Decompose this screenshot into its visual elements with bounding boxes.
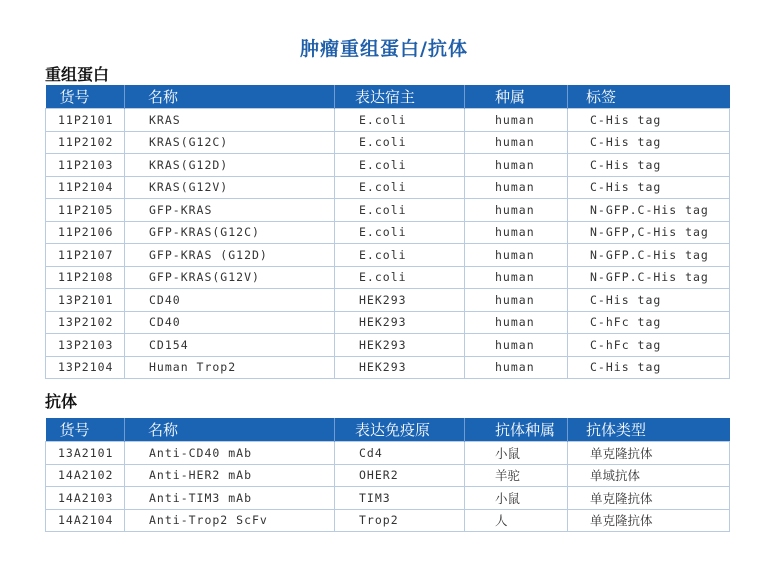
- table-cell: human: [465, 176, 568, 199]
- table-row: [46, 266, 730, 289]
- table-cell: E.coli: [335, 199, 465, 222]
- table-cell: GFP-KRAS (G12D): [125, 244, 335, 267]
- table-cell: CD154: [125, 334, 335, 357]
- table-row: [46, 487, 730, 510]
- table-cell: human: [465, 221, 568, 244]
- table-row: [46, 131, 730, 154]
- table-cell: C-His tag: [568, 356, 730, 379]
- table-cell: human: [465, 266, 568, 289]
- table-cell: Trop2: [335, 509, 465, 532]
- col-header: 名称: [125, 418, 335, 442]
- table-cell: 13P2104: [46, 356, 125, 379]
- table-cell: human: [465, 154, 568, 177]
- table-row: [46, 109, 730, 132]
- table-cell: 单克隆抗体: [568, 442, 730, 465]
- table-row: [46, 442, 730, 465]
- table-cell: human: [465, 199, 568, 222]
- table-cell: C-His tag: [568, 109, 730, 132]
- table-cell: HEK293: [335, 311, 465, 334]
- table-cell: 13P2103: [46, 334, 125, 357]
- table-cell: OHER2: [335, 464, 465, 487]
- table-cell: E.coli: [335, 109, 465, 132]
- table-cell: 14A2104: [46, 509, 125, 532]
- table-row: [46, 311, 730, 334]
- table-cell: 11P2106: [46, 221, 125, 244]
- table-cell: 11P2104: [46, 176, 125, 199]
- table-cell: 14A2103: [46, 487, 125, 510]
- antibody-table-header: [46, 418, 730, 442]
- table-cell: C-His tag: [568, 131, 730, 154]
- table-cell: HEK293: [335, 334, 465, 357]
- table-row: [46, 334, 730, 357]
- table-cell: TIM3: [335, 487, 465, 510]
- table-cell: 11P2108: [46, 266, 125, 289]
- table-cell: KRAS(G12V): [125, 176, 335, 199]
- table-cell: GFP-KRAS: [125, 199, 335, 222]
- table-row: [46, 356, 730, 379]
- table-cell: E.coli: [335, 154, 465, 177]
- table-cell: human: [465, 311, 568, 334]
- table-cell: E.coli: [335, 176, 465, 199]
- table-cell: 小鼠: [465, 487, 568, 510]
- table-cell: Human Trop2: [125, 356, 335, 379]
- table-cell: 小鼠: [465, 442, 568, 465]
- table-cell: KRAS(G12D): [125, 154, 335, 177]
- table-cell: C-His tag: [568, 154, 730, 177]
- table-cell: HEK293: [335, 356, 465, 379]
- table-cell: C-His tag: [568, 289, 730, 312]
- table-cell: 11P2105: [46, 199, 125, 222]
- table-cell: C-His tag: [568, 176, 730, 199]
- table-cell: C-hFc tag: [568, 311, 730, 334]
- protein-section-heading: 重组蛋白: [45, 65, 110, 84]
- table-cell: 人: [465, 509, 568, 532]
- table-cell: 11P2107: [46, 244, 125, 267]
- table-cell: CD40: [125, 311, 335, 334]
- table-cell: E.coli: [335, 244, 465, 267]
- antibody-section-heading: 抗体: [45, 392, 78, 411]
- table-row: [46, 464, 730, 487]
- table-cell: Cd4: [335, 442, 465, 465]
- col-header: 表达宿主: [335, 85, 465, 109]
- table-cell: human: [465, 109, 568, 132]
- table-cell: GFP-KRAS(G12C): [125, 221, 335, 244]
- table-row: [46, 154, 730, 177]
- col-header: 标签: [568, 85, 730, 109]
- col-header: 抗体类型: [568, 418, 730, 442]
- page-title: 肿瘤重组蛋白/抗体: [300, 38, 468, 60]
- table-cell: N-GFP,C-His tag: [568, 221, 730, 244]
- col-header: 名称: [125, 85, 335, 109]
- table-cell: GFP-KRAS(G12V): [125, 266, 335, 289]
- table-cell: Anti-TIM3 mAb: [125, 487, 335, 510]
- table-row: [46, 244, 730, 267]
- table-cell: KRAS(G12C): [125, 131, 335, 154]
- table-cell: 单域抗体: [568, 464, 730, 487]
- table-cell: Anti-CD40 mAb: [125, 442, 335, 465]
- table-cell: HEK293: [335, 289, 465, 312]
- table-cell: 11P2101: [46, 109, 125, 132]
- table-cell: 14A2102: [46, 464, 125, 487]
- table-cell: human: [465, 334, 568, 357]
- table-cell: human: [465, 289, 568, 312]
- table-cell: E.coli: [335, 266, 465, 289]
- antibody-table: [45, 418, 730, 532]
- table-cell: 13P2101: [46, 289, 125, 312]
- table-cell: KRAS: [125, 109, 335, 132]
- table-cell: E.coli: [335, 131, 465, 154]
- col-header: 表达免疫原: [335, 418, 465, 442]
- table-cell: 单克隆抗体: [568, 509, 730, 532]
- table-cell: C-hFc tag: [568, 334, 730, 357]
- table-cell: N-GFP.C-His tag: [568, 199, 730, 222]
- table-cell: 13P2102: [46, 311, 125, 334]
- table-cell: Anti-Trop2 ScFv: [125, 509, 335, 532]
- protein-table: [45, 85, 730, 379]
- table-cell: 羊驼: [465, 464, 568, 487]
- table-cell: human: [465, 244, 568, 267]
- table-cell: 11P2102: [46, 131, 125, 154]
- col-header: 货号: [46, 85, 125, 109]
- table-cell: Anti-HER2 mAb: [125, 464, 335, 487]
- table-cell: CD40: [125, 289, 335, 312]
- table-cell: E.coli: [335, 221, 465, 244]
- table-row: [46, 199, 730, 222]
- table-row: [46, 221, 730, 244]
- table-row: [46, 176, 730, 199]
- col-header: 抗体种属: [465, 418, 568, 442]
- col-header: 货号: [46, 418, 125, 442]
- table-cell: human: [465, 131, 568, 154]
- table-cell: 13A2101: [46, 442, 125, 465]
- table-cell: N-GFP.C-His tag: [568, 266, 730, 289]
- table-cell: N-GFP.C-His tag: [568, 244, 730, 267]
- table-cell: human: [465, 356, 568, 379]
- protein-table-header: [46, 85, 730, 109]
- table-row: [46, 289, 730, 312]
- table-row: [46, 509, 730, 532]
- col-header: 种属: [465, 85, 568, 109]
- table-cell: 单克隆抗体: [568, 487, 730, 510]
- table-cell: 11P2103: [46, 154, 125, 177]
